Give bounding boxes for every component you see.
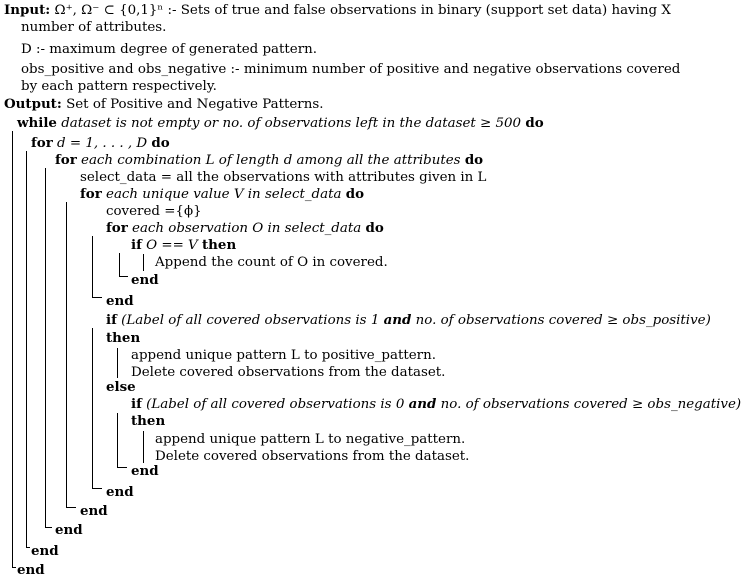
for-unique-condition: each unique value V in select_data xyxy=(106,187,342,202)
if-eq-line xyxy=(131,237,236,254)
kw-do: do xyxy=(345,186,364,202)
for-comb-condition: each combination L of length d among all the attributes xyxy=(81,153,461,168)
for-comb-block-tick xyxy=(45,527,52,528)
input-text-3: D :- maximum degree of generated pattern. xyxy=(21,42,318,57)
if-neg-cond-b: no. of observations covered ≥ obs_negative) xyxy=(440,397,741,412)
end-if-pos: end xyxy=(106,484,134,500)
if-neg-block-tick xyxy=(117,467,127,468)
end-while: end xyxy=(17,562,45,578)
for-d-block-tick xyxy=(26,547,30,548)
input-text-5: by each pattern respectively. xyxy=(21,79,217,94)
if-eq-condition: O == V xyxy=(146,238,198,253)
kw-and: and xyxy=(408,396,437,412)
input-line-1 xyxy=(4,2,671,19)
then-pos-bar xyxy=(117,348,118,378)
input-text-4: obs_positive and obs_negative :- minimum number of positive and negative observations covered xyxy=(21,62,681,77)
if-pos-cond-b: no. of observations covered ≥ obs_positive) xyxy=(415,313,711,328)
for-unique-block-tick xyxy=(66,507,76,508)
while-block-bar xyxy=(12,131,13,567)
end-for-unique: end xyxy=(80,503,108,519)
kw-and: and xyxy=(383,312,412,328)
for-obs-line xyxy=(106,220,384,237)
delete-neg-line: Delete covered observations from the dataset. xyxy=(155,449,470,464)
for-d-line xyxy=(31,135,170,152)
for-unique-block-bar xyxy=(66,202,67,507)
for-obs-block-bar xyxy=(92,236,93,297)
end-for-d: end xyxy=(31,543,59,559)
end-for-comb: end xyxy=(55,522,83,538)
if-eq-block-bar xyxy=(119,253,120,276)
end-for-obs: end xyxy=(106,293,134,309)
delete-pos-line: Delete covered observations from the dataset. xyxy=(131,365,446,380)
for-comb-line xyxy=(55,152,483,169)
then-neg-bar xyxy=(143,431,144,463)
input-text-1: Ω⁺, Ω⁻ ⊂ {0,1}ⁿ :- Sets of true and false observations in binary (support set data) having X xyxy=(54,3,671,18)
for-obs-condition: each observation O in select_data xyxy=(132,221,362,236)
kw-for: for xyxy=(106,220,128,236)
if-pos-cond-a: (Label of all covered observations is 1 xyxy=(121,313,380,328)
append-neg-line: append unique pattern L to negative_pattern. xyxy=(155,432,466,447)
while-line xyxy=(17,115,544,132)
if-neg-block-bar xyxy=(117,413,118,467)
if-eq-then-bar xyxy=(143,254,144,271)
else-line: else xyxy=(106,379,136,395)
for-unique-line xyxy=(80,186,364,203)
if-eq-block-tick xyxy=(119,276,128,277)
if-neg-line xyxy=(131,396,741,413)
input-text-2: number of attributes. xyxy=(21,20,167,35)
output-label: Output: xyxy=(4,96,62,112)
for-d-condition: d = 1, . . . , D xyxy=(57,136,148,151)
kw-while: while xyxy=(17,115,57,131)
kw-do: do xyxy=(151,135,170,151)
then-neg: then xyxy=(131,413,166,429)
for-comb-block-bar xyxy=(45,168,46,527)
kw-if: if xyxy=(131,237,142,253)
while-condition: dataset is not empty or no. of observations left in the dataset ≥ 500 xyxy=(61,116,522,131)
while-block-tick xyxy=(12,567,16,568)
kw-if: if xyxy=(106,312,117,328)
if-neg-cond-a: (Label of all covered observations is 0 xyxy=(146,397,405,412)
append-pos-line: append unique pattern L to positive_pattern. xyxy=(131,348,436,363)
output-text: Set of Positive and Negative Patterns. xyxy=(66,97,324,112)
select-data-line: select_data = all the observations with attributes given in L xyxy=(80,170,487,185)
if-pos-line xyxy=(106,312,711,329)
input-label: Input: xyxy=(4,2,51,18)
for-obs-block-tick xyxy=(92,297,102,298)
covered-init-line: covered ={ϕ} xyxy=(106,204,202,219)
kw-do: do xyxy=(464,152,484,168)
kw-if: if xyxy=(131,396,142,412)
kw-for: for xyxy=(31,135,53,151)
kw-for: for xyxy=(80,186,102,202)
if-pos-block-bar xyxy=(92,328,93,488)
output-line xyxy=(4,96,323,113)
kw-then: then xyxy=(202,237,237,253)
end-if-eq: end xyxy=(131,272,159,288)
for-d-block-bar xyxy=(26,151,27,547)
kw-do: do xyxy=(365,220,384,236)
kw-do: do xyxy=(525,115,544,131)
then-pos: then xyxy=(106,330,141,346)
if-pos-block-tick xyxy=(92,488,102,489)
kw-for: for xyxy=(55,152,77,168)
append-count-line: Append the count of O in covered. xyxy=(155,255,388,270)
end-if-neg: end xyxy=(131,463,159,479)
